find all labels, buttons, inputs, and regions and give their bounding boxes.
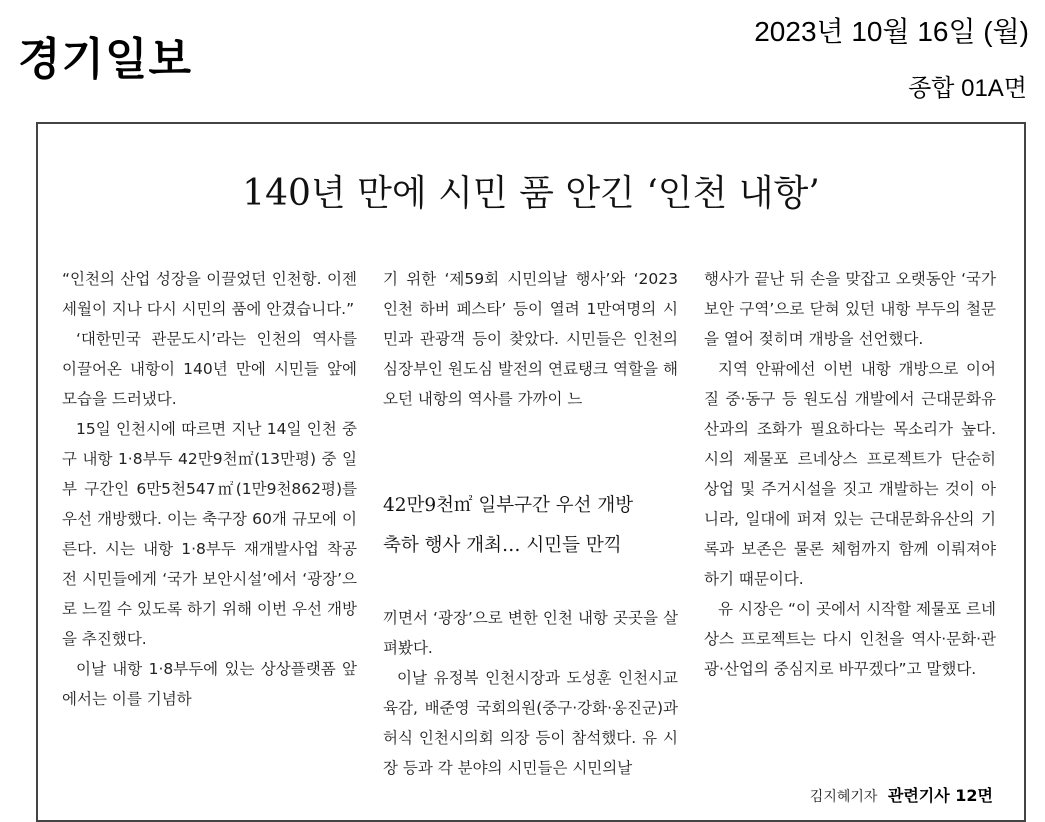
paragraph: 이날 유정복 인천시장과 도성훈 인천시교육감, 배준영 국회의원(중구·강화·옹진군)과 허식 인천시의회 의장 등이 참석했다. 유 시장 등과 각 분야의 시민들은 시민의날 <box>383 669 678 777</box>
reporter-name: 김지혜기자 <box>809 789 878 805</box>
article-subheadline <box>383 486 678 566</box>
paragraph: “인천의 산업 성장을 이끌었던 인천항. 이젠 세월이 지나 다시 시민의 품에 안겼습니다.” <box>62 270 357 318</box>
paragraph: 이날 내항 1·8부두에 있는 상상플랫폼 앞에서는 이를 기념하 <box>62 660 357 708</box>
paragraph: ‘대한민국 관문도시’라는 인천의 역사를 이끌어온 내항이 140년 만에 시민들 앞에 모습을 드러냈다. <box>62 330 357 408</box>
paragraph: 기 위한 ‘제59회 시민의날 행사’와 ‘2023 인천 하버 페스타’ 등이 열려 1만여명의 시민과 관광객 등이 찾았다. 시민들은 인천의 심장부인 원도심 발전의 연료탱크 역할을 해오던 내항의 역사를 가까이 느 <box>383 270 678 408</box>
newspaper-masthead: 경기일보 <box>18 34 193 85</box>
paragraph: 끼면서 ‘광장’으로 변한 인천 내항 곳곳을 살펴봤다. <box>383 609 678 657</box>
article-column-2-top <box>383 264 678 414</box>
byline <box>810 786 993 807</box>
page-section: 종합 01A면 <box>908 75 1027 102</box>
article-headline: 140년 만에 시민 품 안긴 ‘인천 내항’ <box>242 173 820 214</box>
article-column-2-bottom <box>383 603 678 783</box>
paragraph: 15일 인천시에 따르면 지난 14일 인천 중구 내항 1·8부두 42만9천㎡(13만평) 중 일부 구간인 6만5천547㎡(1만9천862평)를 우선 개방했다. 이는 축구장 60개 규모에 이른다. 시는 내항 1·8부두 재개발사업 착공 전 시민들에게 ‘국가 보안시설’에서 ‘광장’으로 느낄 수 있도록 하기 위해 이번 우선 개방을 추진했다. <box>62 420 357 648</box>
paragraph: 지역 안팎에선 이번 내항 개방으로 이어질 중·동구 등 원도심 개발에서 근대문화유산과의 조화가 필요하다는 목소리가 높다. 시의 제물포 르네상스 프로젝트가 단순히 상업 및 주거시설을 짓고 개발하는 것이 아니라, 일대에 퍼져 있는 근대문화유산의 기록과 보존은 물론 체험까지 함께 이뤄져야 하기 때문이다. <box>704 360 996 588</box>
related-article-ref: 관련기사 12면 <box>887 786 993 805</box>
paragraph: 행사가 끝난 뒤 손을 맞잡고 오랫동안 ‘국가 보안 구역’으로 닫혀 있던 내항 부두의 철문을 열어 젖히며 개방을 선언했다. <box>704 270 996 348</box>
article-column-1 <box>62 264 357 714</box>
article-column-3 <box>704 264 996 684</box>
paragraph: 유 시장은 “이 곳에서 시작할 제물포 르네상스 프로젝트는 다시 인천을 역사·문화·관광·산업의 중심지로 바꾸겠다”고 말했다. <box>704 600 996 678</box>
subheadline-line: 42만9천㎡ 일부구간 우선 개방 <box>383 495 634 516</box>
subheadline-line: 축하 행사 개최… 시민들 만끽 <box>383 535 622 556</box>
publication-date: 2023년 10월 16일 (월) <box>754 16 1029 47</box>
